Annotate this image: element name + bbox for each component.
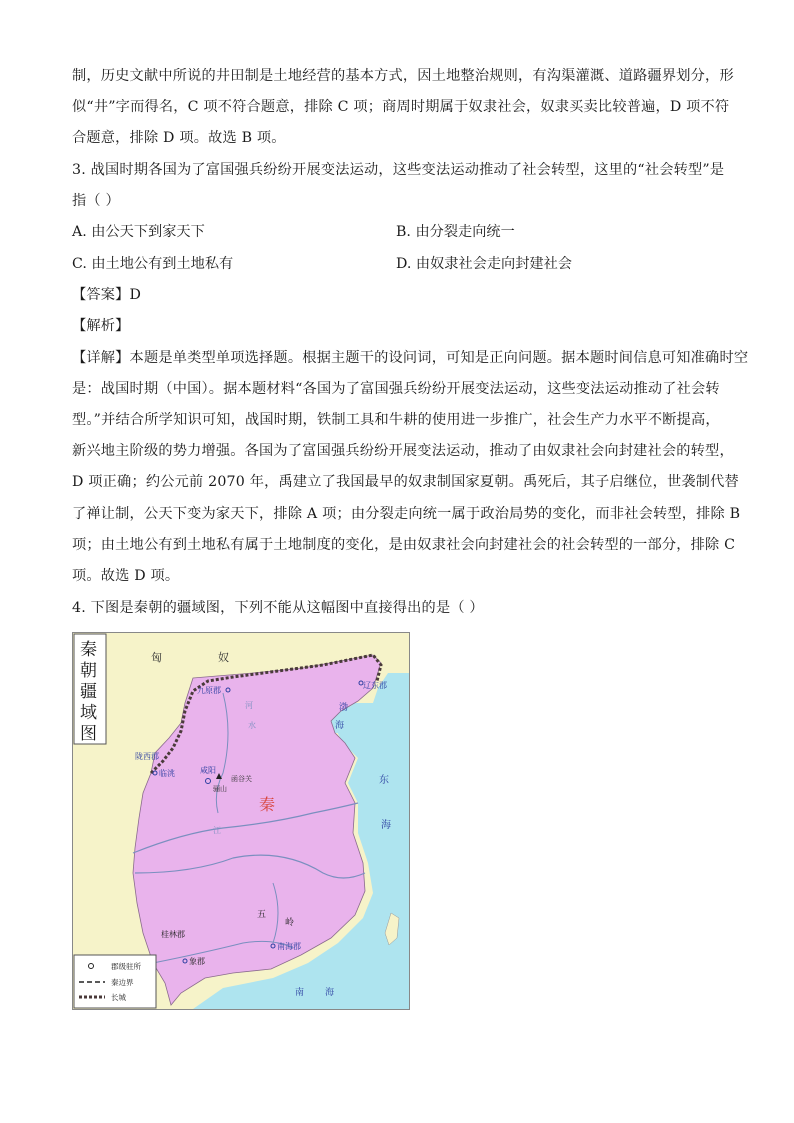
map-label-xiongnu-2: 奴 bbox=[218, 651, 229, 664]
legend-capital-label: 郡级驻所 bbox=[111, 962, 141, 971]
q3-detail-line-5: D 项正确；约公元前 2070 年，禹建立了我国最早的奴隶制国家夏朝。禹死后，其子启继位，世袭制代替 bbox=[72, 474, 739, 490]
prev-answer-line-1: 制，历史文献中所说的井田制是土地经营的基本方式，因土地整治规则，有沟渠灌溉、道路疆界划分，形 bbox=[72, 68, 734, 84]
map-label-bo: 渤 bbox=[339, 703, 349, 713]
map-label-jiang: 江 bbox=[213, 826, 221, 835]
map-label-nan: 南 bbox=[295, 988, 305, 998]
legend-border-label: 秦边界 bbox=[111, 978, 134, 987]
map-label-liaodong: 辽东郡 bbox=[363, 681, 387, 690]
q3-analysis-label: 【解析】 bbox=[72, 318, 130, 334]
prev-answer-line-2: 似“井”字而得名，C 项不符合题意，排除 C 项；商周时期属于奴隶社会，奴隶买卖比较普遍，D 项不符 bbox=[72, 99, 730, 115]
map-label-qin: 秦 bbox=[259, 795, 276, 814]
prev-answer-line-3: 合题意，排除 D 项。故选 B 项。 bbox=[72, 130, 286, 146]
map-label-xiongnu-1: 匈 bbox=[151, 651, 162, 664]
q3-option-b: B. 由分裂走向统一 bbox=[396, 224, 515, 240]
map-label-jiuyuan: 九原郡 bbox=[197, 686, 221, 695]
map-label-ling: 岭 bbox=[285, 918, 295, 928]
q3-detail-line-1: 【详解】本题是单类型单项选择题。根据主题干的设问词，可知是正向问题。据本题时间信息可知准确时空 bbox=[72, 350, 749, 366]
map-label-longxi: 陇西郡 bbox=[135, 752, 159, 761]
q3-stem-line-1: 3. 战国时期各国为了富国强兵纷纷开展变法运动，这些变法运动推动了社会转型，这里的“社会转型”是 bbox=[72, 162, 725, 178]
map-label-shui: 水 bbox=[248, 721, 256, 730]
q3-option-a: A. 由公天下到家天下 bbox=[72, 224, 205, 240]
map-label-xiangjun: 象郡 bbox=[189, 957, 205, 966]
map-label-he: 河 bbox=[245, 701, 253, 710]
q3-option-d: D. 由奴隶社会走向封建社会 bbox=[396, 256, 572, 272]
map-label-hanguguan: 函谷关 bbox=[231, 775, 252, 783]
map-title-char-4: 域 bbox=[80, 703, 97, 723]
q4-stem: 4. 下图是秦朝的疆域图，下列不能从这幅图中直接得出的是（ ） bbox=[72, 600, 484, 616]
map-label-guilin: 桂林郡 bbox=[161, 930, 185, 939]
map-title-char-2: 朝 bbox=[80, 661, 97, 681]
q3-detail-line-8: 项。故选 D 项。 bbox=[72, 568, 180, 584]
q3-detail-line-3: 型。”并结合所学知识可知，战国时期，铁制工具和牛耕的使用进一步推广，社会生产力水平不断提高， bbox=[72, 412, 720, 428]
map-label-donghai: 海 bbox=[381, 820, 391, 831]
map-label-dong: 东 bbox=[379, 775, 389, 786]
map-label-hai: 海 bbox=[335, 721, 345, 731]
map-label-nan-hai: 海 bbox=[325, 988, 335, 998]
q3-detail-line-2: 是：战国时期（中国）。据本题材料“各国为了富国强兵纷纷开展变法运动，这些变法运动推动了社会转 bbox=[72, 381, 720, 397]
qin-territory-map bbox=[72, 632, 410, 1010]
map-label-lishan: 骊山 bbox=[213, 785, 227, 793]
map-label-xianyang: 咸阳 bbox=[200, 766, 216, 775]
q3-answer: 【答案】D bbox=[72, 287, 142, 303]
q3-stem-line-2: 指（ ） bbox=[72, 193, 120, 209]
q3-detail-line-7: 项；由土地公有到土地私有属于土地制度的变化，是由奴隶社会向封建社会的社会转型的一部分，排除 C bbox=[72, 537, 736, 553]
map-label-nanhai-jun: 南海郡 bbox=[277, 942, 301, 951]
q3-option-c: C. 由土地公有到土地私有 bbox=[72, 256, 234, 272]
q3-detail-line-6: 了禅让制，公天下变为家天下，排除 A 项；由分裂走向统一属于政治局势的变化，而非社会转型，排除 B bbox=[72, 506, 741, 522]
map-label-wu: 五 bbox=[257, 910, 267, 920]
map-label-lintao: 临洮 bbox=[159, 769, 175, 778]
q3-detail-line-4: 新兴地主阶级的势力增强。各国为了富国强兵纷纷开展变法运动，推动了由奴隶社会向封建社会的转型， bbox=[72, 443, 734, 459]
legend-wall-label: 长城 bbox=[111, 993, 126, 1002]
map-title-char-3: 疆 bbox=[80, 682, 97, 702]
map-title-char-1: 秦 bbox=[80, 640, 97, 660]
map-title-char-5: 图 bbox=[80, 724, 97, 744]
